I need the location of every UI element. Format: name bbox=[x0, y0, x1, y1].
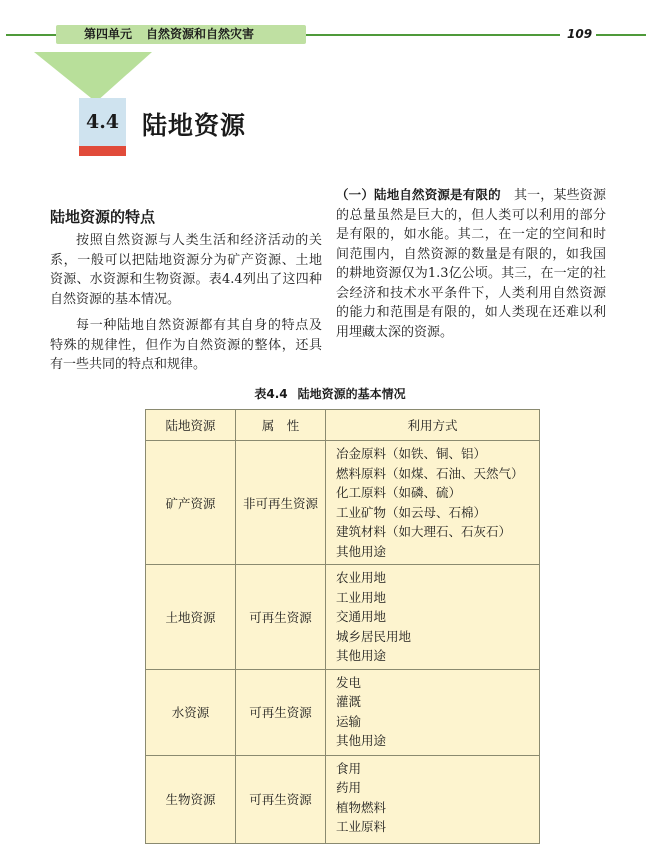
header-uses: 利用方式 bbox=[326, 410, 540, 441]
use-item: 交通用地 bbox=[336, 609, 387, 624]
use-item: 冶金原料（如铁、铜、铝） bbox=[336, 446, 487, 461]
decorative-triangle bbox=[0, 0, 200, 110]
uses-cell bbox=[326, 441, 540, 565]
header-attribute: 属 性 bbox=[236, 410, 326, 441]
resource-cell: 土地资源 bbox=[146, 565, 236, 670]
table-title: 陆地资源的基本情况 bbox=[297, 387, 406, 401]
use-item: 城乡居民用地 bbox=[336, 628, 412, 644]
finite-lead: （一）陆地自然资源是有限的 bbox=[336, 187, 501, 202]
finite-text: 其一，某些资源的总量虽然是巨大的，但人类可以利用的部分是有限的，如水能。其二，在一定的空间和时间范围内，自然资源的数量是有限的，如我国的耕地资源仅为1.3亿公顷。其三，在一定的社会经济和技术水平条件下，人类利用自然资源的能力和范围是有限的，如人类现在还难以利用埋藏太深的资源。 bbox=[336, 188, 606, 340]
paragraph-1: 按照自然资源与人类生活和经济活动的关系，一般可以把陆地资源分为矿产资源、土地资源、水资源和生物资源。表4.4列出了这四种自然资源的基本情况。 bbox=[50, 233, 322, 307]
resource-cell: 生物资源 bbox=[146, 755, 236, 843]
use-item: 发电 bbox=[336, 674, 362, 690]
unit-label: 第四单元 bbox=[84, 27, 133, 41]
use-item: 化工原料（如磷、硫） bbox=[336, 485, 462, 500]
use-item: 药用 bbox=[336, 780, 362, 795]
use-item: 其他用途 bbox=[336, 543, 387, 559]
use-item: 燃料原料（如煤、石油、天然气） bbox=[336, 465, 524, 481]
table-header-row bbox=[146, 410, 540, 441]
paragraph-finite-resources bbox=[336, 185, 606, 342]
uses-cell bbox=[326, 669, 540, 755]
uses-cell bbox=[326, 565, 540, 670]
use-item: 灌溉 bbox=[336, 694, 362, 709]
unit-title: 自然资源和自然灾害 bbox=[146, 27, 255, 41]
table-row bbox=[146, 669, 540, 755]
header-rule-right bbox=[596, 34, 646, 36]
table-number: 表4.4 bbox=[254, 387, 288, 401]
attribute-cell: 非可再生资源 bbox=[236, 441, 326, 565]
resource-table bbox=[145, 409, 540, 844]
use-item: 运输 bbox=[336, 713, 362, 729]
use-item: 工业用地 bbox=[336, 589, 387, 605]
use-item: 工业矿物（如云母、石棉） bbox=[336, 504, 487, 520]
use-item: 植物燃料 bbox=[336, 799, 387, 815]
use-item: 工业原料 bbox=[336, 819, 387, 834]
header-rule-middle bbox=[306, 34, 560, 36]
triangle-shape bbox=[34, 52, 152, 102]
use-item: 农业用地 bbox=[336, 570, 387, 585]
section-number-red-bar bbox=[79, 146, 126, 156]
use-item: 其他用途 bbox=[336, 733, 387, 748]
section-title: 陆地资源 bbox=[142, 111, 247, 140]
subheading: 陆地资源的特点 bbox=[50, 208, 156, 226]
use-item: 其他用途 bbox=[336, 648, 387, 663]
attribute-cell: 可再生资源 bbox=[236, 669, 326, 755]
attribute-cell: 可再生资源 bbox=[236, 565, 326, 670]
table-caption bbox=[0, 385, 650, 402]
uses-cell bbox=[326, 755, 540, 843]
use-item: 建筑材料（如大理石、石灰石） bbox=[336, 524, 512, 539]
section-number: 4.4 bbox=[79, 98, 126, 146]
paragraph-2: 每一种陆地自然资源都有其自身的特点及特殊的规律性，但作为自然资源的整体，还具有一些共同的特点和规律。 bbox=[50, 318, 322, 372]
header-resource: 陆地资源 bbox=[146, 410, 236, 441]
resource-cell: 水资源 bbox=[146, 669, 236, 755]
page-number: 109 bbox=[567, 27, 593, 41]
table-row bbox=[146, 441, 540, 565]
table-row bbox=[146, 565, 540, 670]
use-item: 食用 bbox=[336, 760, 362, 776]
attribute-cell: 可再生资源 bbox=[236, 755, 326, 843]
table-row bbox=[146, 755, 540, 843]
resource-cell: 矿产资源 bbox=[146, 441, 236, 565]
